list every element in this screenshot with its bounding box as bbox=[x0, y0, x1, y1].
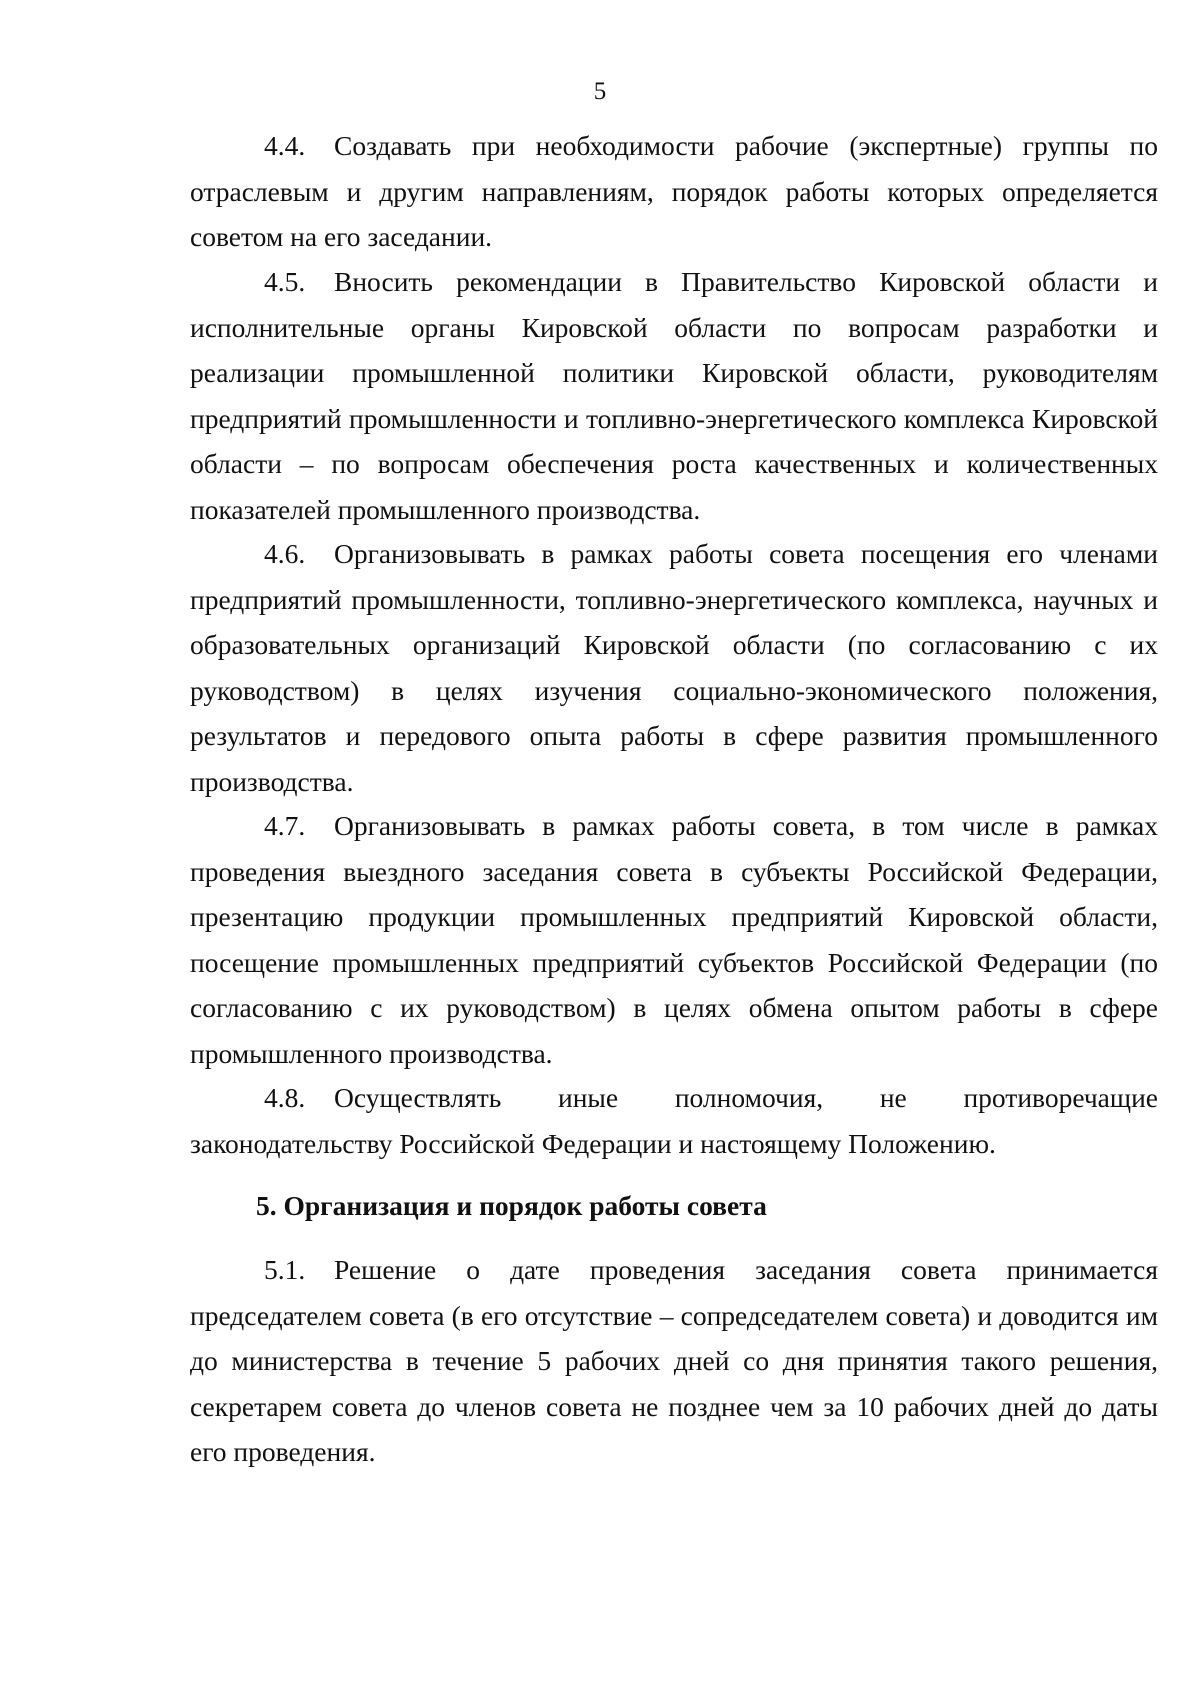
paragraph-number: 4.5. bbox=[264, 266, 306, 297]
paragraph-text: Организовывать в рамках работы совета, в том числе в рамках проведения выездного заседания совета в субъекты Российской Федерации, презентацию продукции промышленных предприятий Кировской области, посещение промышленных предприятий субъектов Российской Федерации (по согласованию с их руководством) в целях обмена опытом работы в сфере промышленного производства. bbox=[190, 810, 1158, 1069]
paragraph-text: Организовывать в рамках работы совета посещения его членами предприятий промышленности, топливно-энергетического комплекса, научных и образовательных организаций Кировской области (по согласованию с их руководством) в целях изучения социально-экономического положения, результатов и передового опыта работы в сфере развития промышленного производства. bbox=[190, 538, 1158, 797]
paragraph-number: 4.8. bbox=[264, 1082, 306, 1113]
section-heading: 5. Организация и порядок работы совета bbox=[256, 1190, 767, 1221]
paragraph-number: 4.7. bbox=[264, 810, 306, 841]
paragraph-4-7 bbox=[190, 803, 1158, 1076]
paragraph-number: 4.6. bbox=[264, 538, 306, 569]
paragraph-4-8 bbox=[190, 1075, 1158, 1166]
paragraph-4-4 bbox=[190, 123, 1158, 260]
paragraph-4-6 bbox=[190, 531, 1158, 804]
paragraph-text: Создавать при необходимости рабочие (экспертные) группы по отраслевым и другим направлениям, порядок работы которых определяется советом на его заседании. bbox=[190, 130, 1158, 252]
page-number: 5 bbox=[593, 78, 607, 105]
paragraph-text: Решение о дате проведения заседания совета принимается председателем совета (в его отсутствие – сопредседателем совета) и доводится им до министерства в течение 5 рабочих дней со дня принятия такого решения, секретарем совета до членов совета не позднее чем за 10 рабочих дней до даты его проведения. bbox=[190, 1254, 1158, 1467]
paragraph-number: 5.1. bbox=[264, 1254, 306, 1285]
paragraph-5-1 bbox=[190, 1247, 1158, 1475]
paragraph-text: Осуществлять иные полномочия, не противоречащие законодательству Российской Федерации и настоящему Положению. bbox=[190, 1082, 1158, 1159]
paragraph-text: Вносить рекомендации в Правительство Кировской области и исполнительные органы Кировской области по вопросам разработки и реализации промышленной политики Кировской области, руководителям предприятий промышленности и топливно-энергетического комплекса Кировской области – по вопросам обеспечения роста качественных и количественных показателей промышленного производства. bbox=[190, 266, 1158, 525]
paragraph-number: 4.4. bbox=[264, 130, 306, 161]
paragraph-4-5 bbox=[190, 259, 1158, 532]
